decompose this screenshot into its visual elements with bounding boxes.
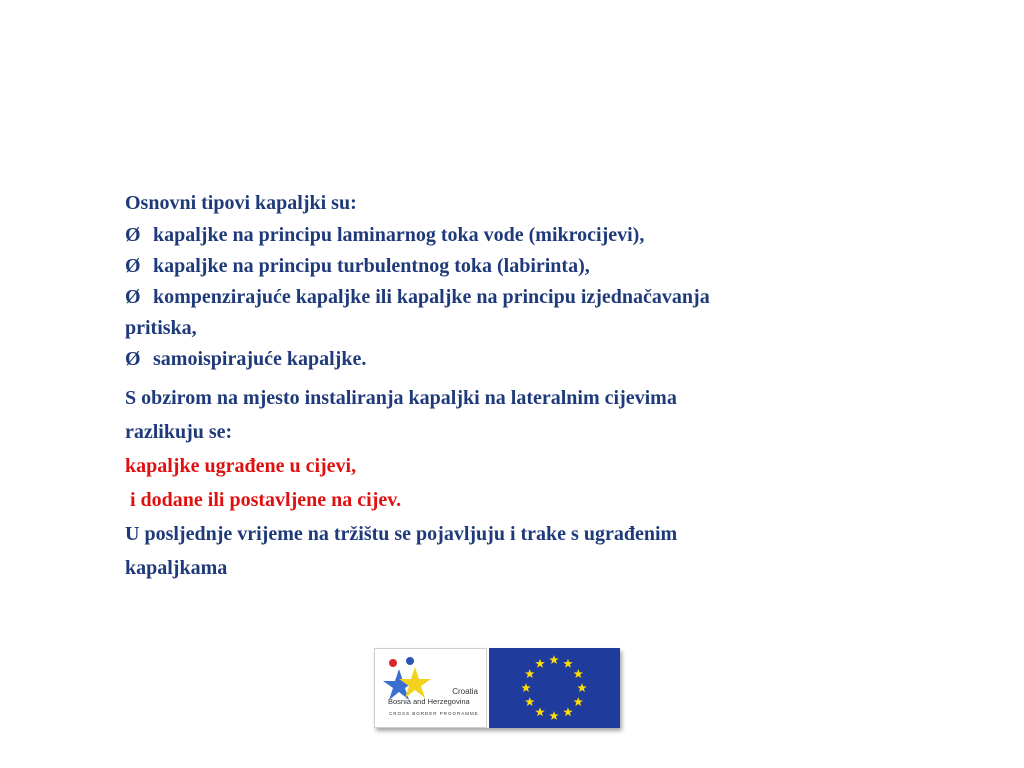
paragraph-line: U posljednje vrijeme na tržištu se pojavljuju i trake s ugrađenim	[125, 523, 678, 545]
eu-star-icon	[525, 697, 535, 706]
slide-body	[125, 186, 925, 585]
paragraph-line: S obzirom na mjesto instaliranja kapaljki na lateralnim cijevima	[125, 387, 677, 409]
bullet-symbol: Ø	[125, 286, 141, 308]
bullet-continuation: pritiska,	[125, 317, 197, 339]
paragraph-line: kapaljkama	[125, 557, 228, 579]
bullet-item	[125, 344, 925, 375]
eu-star-icon	[563, 707, 573, 716]
bullet-text: kapaljke na principu turbulentnog toka (labirinta),	[153, 255, 590, 277]
paragraph-line: razlikuju se:	[125, 421, 233, 443]
eu-star-icon	[549, 655, 559, 664]
bullet-symbol: Ø	[125, 224, 141, 246]
country-label: Croatia	[452, 687, 478, 696]
bullet-item	[125, 251, 925, 282]
bullet-text: samoispirajuće kapaljke.	[153, 348, 367, 370]
bullet-text: kapaljke na principu laminarnog toka vode (mikrocijevi),	[153, 224, 645, 246]
bullet-symbol: Ø	[125, 348, 141, 370]
eu-star-icon	[521, 683, 531, 692]
eu-star-icon	[573, 697, 583, 706]
eu-star-icon	[525, 669, 535, 678]
red-line: kapaljke ugrađene u cijevi,	[125, 455, 357, 477]
ipa-programme-logo	[374, 648, 487, 728]
eu-flag-icon	[489, 648, 620, 728]
eu-star-icon	[535, 659, 545, 668]
star-figures-icon	[379, 653, 449, 703]
eu-star-icon	[563, 659, 573, 668]
eu-star-icon	[573, 669, 583, 678]
eu-star-icon	[535, 707, 545, 716]
country-label: Bosnia and Herzegovina	[388, 697, 470, 706]
programme-label: CROSS BORDER PROGRAMME	[389, 711, 479, 716]
bullet-item	[125, 220, 925, 251]
heading: Osnovni tipovi kapaljki su:	[125, 192, 357, 214]
logo-strip	[374, 648, 620, 728]
bullet-symbol: Ø	[125, 255, 141, 277]
eu-stars	[489, 648, 620, 728]
eu-star-icon	[577, 683, 587, 692]
bullet-text: kompenzirajuće kapaljke ili kapaljke na principu izjednačavanja	[153, 286, 710, 308]
eu-star-icon	[549, 711, 559, 720]
bullet-item	[125, 282, 925, 313]
red-line: i dodane ili postavljene na cijev.	[125, 489, 402, 511]
